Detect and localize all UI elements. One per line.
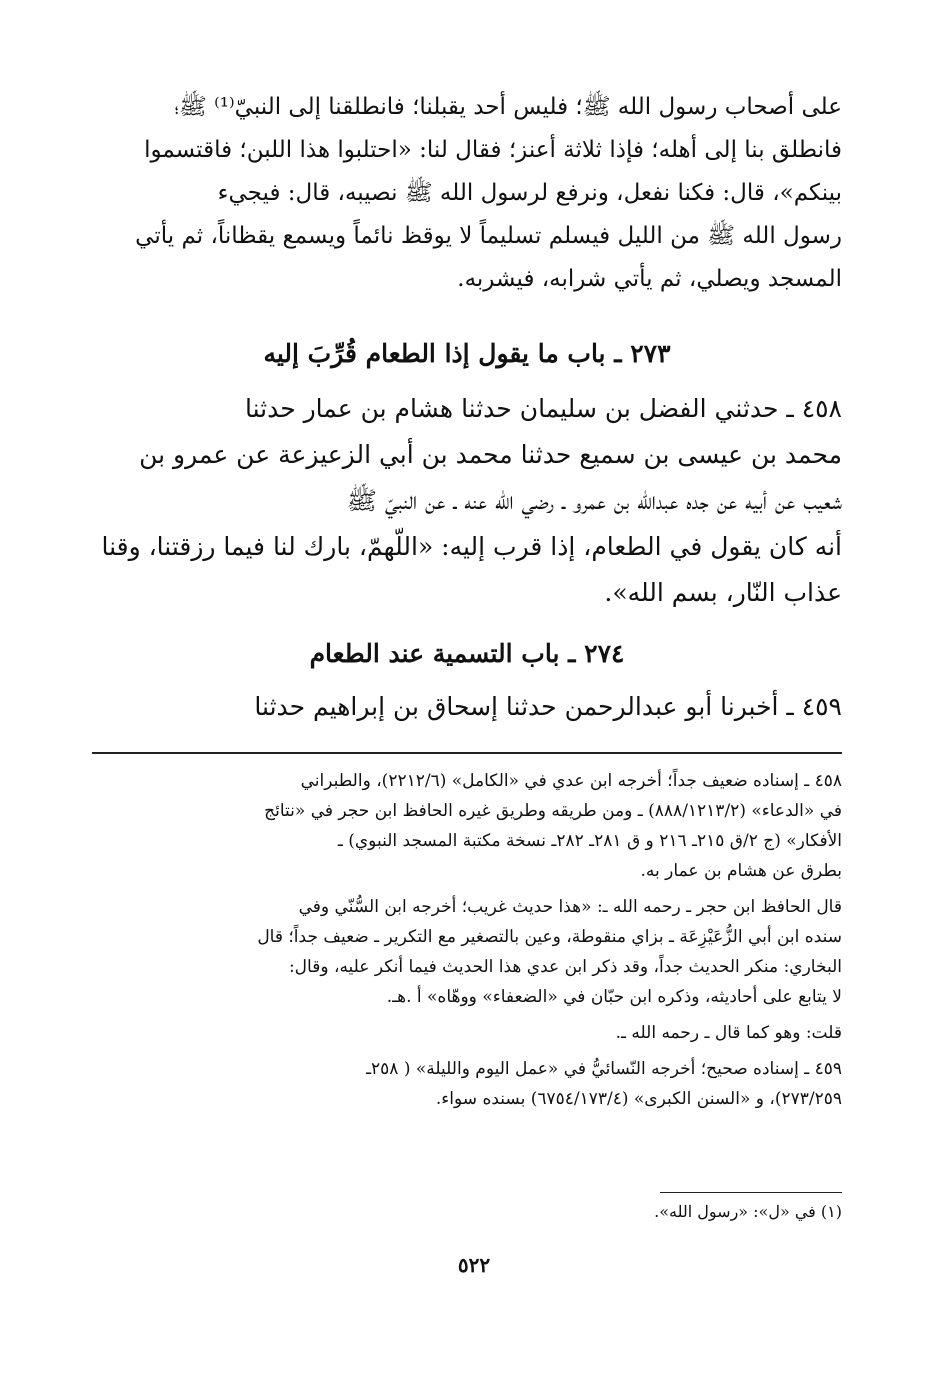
note-line: البخاري: منكر الحديث جداً، وقد ذكر ابن عدي هذا الحديث فيما أنكر عليه، وقال: [288,957,842,977]
intro-paragraph [92,86,842,301]
hadith-line: محمد بن عيسى بن سميع حدثنا محمد بن أبي الزعيزعة عن عمرو بن [139,440,842,469]
intro-line: بينكم»، قال: فكنا نفعل، ونرفع لرسول الله ﷺ نصيبه، قال: فيجيء [217,180,842,206]
note-line: لا يتابع على أحاديثه، وذكره ابن حبّان في «الضعفاء» ووهّاه» أ .هـ. [386,987,842,1007]
note-line: ٤٥٩ ـ إسناده صحيح؛ أخرجه النّسائيُّ في «عمل اليوم والليلة» ( ٢٥٨ـ [366,1059,842,1079]
note-line: في «الدعاء» (٨٨٨/١٢١٣/٢) ـ ومن طريقه وطريق غيره الحافظ ابن حجر في «نتائج [264,801,842,821]
note-line: قال الحافظ ابن حجر ـ رحمه الله ـ: «هذا حديث غريب؛ أخرجه ابن السُّنّي وفي [298,897,842,917]
note-line: بطرق عن هشام بن عمار به. [640,861,842,881]
hadith-line: ٤٥٨ ـ حدثني الفضل بن سليمان حدثنا هشام بن عمار حدثنا [244,394,842,423]
note-qultu [92,1018,842,1048]
note-459 [92,1054,842,1114]
note-line: ٢٧٣/٢٥٩)، و «السنن الكبرى» (٦٧٥٤/١٧٣/٤) بسنده سواء. [435,1089,842,1109]
footnote-short-separator [660,1192,842,1193]
footnote [92,1198,842,1226]
hadith-line: شعيب عن أبيه عن جده عبدالله بن عمرو ـ رضي الله عنه ـ عن النبيّ ﷺ [346,486,842,515]
note-hafiz-quote [92,892,842,1012]
note-line: الأفكار» (ج ٢/ق ٢١٥ـ ٢١٦ و ق ٢٨١ـ ٢٨٢ـ نسخة مكتبة المسجد النبوي) ـ [337,831,842,851]
intro-line: رسول الله ﷺ من الليل فيسلم تسليماً لا يوقظ نائماً ويسمع يقظاناً، ثم يأتي [135,223,842,249]
chapter-heading-274: ٢٧٤ ـ باب التسمية عند الطعام [309,639,625,668]
footnote-line: (١) في «ل»: «رسول الله». [654,1202,842,1221]
hadith-line: ٤٥٩ ـ أخبرنا أبو عبدالرحمن حدثنا إسحاق بن إبراهيم حدثنا [254,692,842,721]
chapter-heading-273: ٢٧٣ ـ باب ما يقول إذا الطعام قُرِّبَ إليه [263,339,671,368]
page-number: ٥٢٢ [457,1253,491,1277]
hadith-line: عذاب النّار، بسم الله». [604,578,842,607]
hadith-459 [92,684,842,730]
note-line: قلت: وهو كما قال ـ رحمه الله ـ. [615,1023,842,1043]
hadith-line: أنه كان يقول في الطعام، إذا قرب إليه: «اللّهمّ، بارك لنا فيما رزقتنا، وقنا [101,532,842,561]
footnote-separator [92,752,842,754]
note-458 [92,766,842,886]
hadith-458 [92,386,842,616]
intro-line: فانطلق بنا إلى أهله؛ فإذا ثلاثة أعنز؛ فقال لنا: «احتلبوا هذا اللبن؛ فاقتسموا [144,137,842,163]
takhrij-notes [92,766,842,1120]
note-line: سنده ابن أبي الزُّعَيْزِعَة ـ بزاي منقوطة، وعين بالتصغير مع التكرير ـ ضعيف جداً؛ قال [257,927,842,947]
note-line: ٤٥٨ ـ إسناده ضعيف جداً؛ أخرجه ابن عدي في «الكامل» (٢٢١٢/٦)، والطبراني [300,771,842,791]
intro-line: المسجد ويصلي، ثم يأتي شرابه، فيشربه. [457,266,842,292]
intro-line: على أصحاب رسول الله ﷺ؛ فليس أحد يقبلنا؛ فانطلقنا إلى النبيّ⁽¹⁾ ﷺ؛ [174,94,842,120]
